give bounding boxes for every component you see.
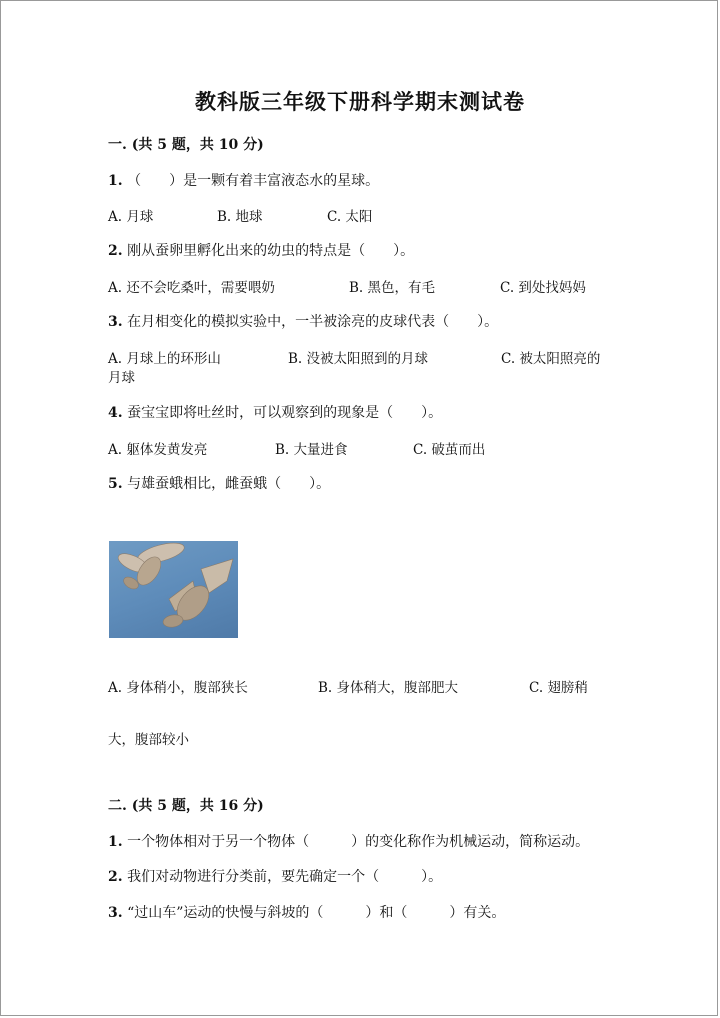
q1-option-c: C. 太阳: [327, 209, 373, 225]
question-number: 1.: [108, 173, 123, 189]
q5-option-a: A. 身体稍小，腹部狭长: [108, 680, 248, 696]
q3-option-c: C. 被太阳照亮的: [501, 351, 601, 367]
q1-option-a: A. 月球: [108, 209, 154, 225]
question-number: 2.: [108, 243, 123, 259]
question-text: 我们对动物进行分类前，要先确定一个（ ）。: [127, 869, 443, 885]
question-number: 4.: [108, 405, 123, 421]
section-1-heading: 一. (共 5 题，共 10 分): [108, 137, 264, 153]
question-text: 一个物体相对于另一个物体（ ）的变化称作为机械运动，简称运动。: [127, 834, 590, 850]
q3-option-c-continued: 月球: [108, 370, 135, 386]
q2-option-c: C. 到处找妈妈: [500, 280, 586, 296]
q5-option-b: B. 身体稍大，腹部肥大: [318, 680, 459, 696]
question-number: 2.: [108, 869, 123, 885]
page-title: 教科版三年级下册科学期末测试卷: [195, 89, 525, 114]
question-3: [108, 311, 498, 331]
section-2-question-2: [108, 866, 442, 886]
q4-option-c: C. 破茧而出: [413, 442, 486, 458]
question-text: 与雄蚕蛾相比，雌蚕蛾（ ）。: [127, 476, 331, 492]
q2-option-b: B. 黑色，有毛: [349, 280, 436, 296]
question-4: [108, 402, 442, 422]
question-5: [108, 473, 330, 493]
q3-option-a: A. 月球上的环形山: [108, 351, 221, 367]
section-2-heading: 二. (共 5 题，共 16 分): [108, 798, 264, 814]
question-text: 刚从蚕卵里孵化出来的幼虫的特点是（ ）。: [127, 243, 415, 259]
section-2-question-3: [108, 902, 505, 922]
question-text: （ ）是一颗有着丰富液态水的星球。: [127, 173, 380, 189]
question-number: 3.: [108, 905, 123, 921]
q5-option-c: C. 翅膀稍: [529, 680, 588, 696]
question-text: 在月相变化的模拟实验中，一半被涂亮的皮球代表（ ）。: [127, 314, 499, 330]
question-2: [108, 240, 414, 260]
silkworm-moth-icon: [109, 541, 238, 638]
question-number: 1.: [108, 834, 123, 850]
question-number: 3.: [108, 314, 123, 330]
q2-option-a: A. 还不会吃桑叶，需要喂奶: [108, 280, 275, 296]
question-number: 5.: [108, 476, 123, 492]
silkworm-moth-photo: [109, 541, 238, 638]
q4-option-b: B. 大量进食: [275, 442, 348, 458]
q5-option-c-continued: 大，腹部较小: [108, 732, 189, 748]
q3-option-b: B. 没被太阳照到的月球: [288, 351, 429, 367]
question-text: 蚕宝宝即将吐丝时，可以观察到的现象是（ ）。: [127, 405, 443, 421]
q4-option-a: A. 躯体发黄发亮: [108, 442, 208, 458]
section-2-question-1: [108, 831, 589, 851]
question-text: “过山车”运动的快慢与斜坡的（ ）和（ ）有关。: [127, 905, 506, 921]
question-1: [108, 170, 379, 190]
q1-option-b: B. 地球: [217, 209, 263, 225]
